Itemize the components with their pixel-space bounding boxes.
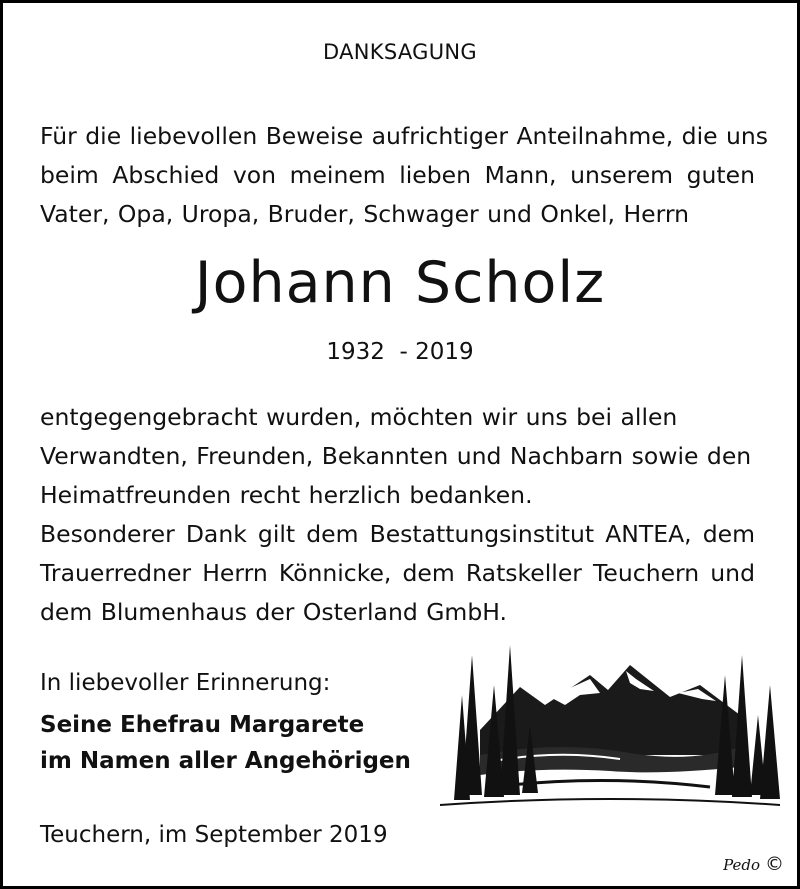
signatory-line: Seine Ehefrau Margarete — [40, 712, 365, 738]
intro-line: beim Abschied von meinem lieben Mann, unserem guten — [40, 161, 755, 189]
thanks-line: Heimatfreunden recht herzlich bedanken. — [40, 481, 533, 509]
special-thanks-paragraph — [40, 515, 755, 632]
signatory-line: im Namen aller Angehörigen — [40, 748, 411, 774]
notice-heading: DANKSAGUNG — [323, 40, 477, 64]
intro-line: Vater, Opa, Uropa, Bruder, Schwager und Onkel, Herrn — [40, 200, 689, 228]
intro-line: Für die liebevollen Beweise aufrichtiger Anteilnahme, die uns — [40, 122, 769, 150]
life-dates: 1932 - 2019 — [326, 339, 474, 365]
artist-credit: Pedo — [723, 856, 760, 874]
memory-intro: In liebevoller Erinnerung: — [40, 670, 331, 696]
thanks-line: entgegengebracht wurden, möchten wir uns bei allen — [40, 403, 678, 431]
thanks-paragraph — [40, 398, 755, 515]
special-thanks-line: Trauerredner Herrn Könnicke, dem Ratskeller Teuchern und — [40, 559, 755, 587]
copyright-icon: © — [765, 853, 784, 875]
thanks-line: Verwandten, Freunden, Bekannten und Nachbarn sowie den — [40, 442, 752, 470]
special-thanks-line: dem Blumenhaus der Osterland GmbH. — [40, 598, 507, 626]
intro-paragraph — [40, 117, 769, 234]
place-date: Teuchern, im September 2019 — [40, 822, 388, 848]
mountain-forest-icon — [440, 635, 780, 810]
deceased-name: Johann Scholz — [194, 250, 606, 316]
special-thanks-line: Besonderer Dank gilt dem Bestattungsinstitut ANTEA, dem — [40, 520, 755, 548]
